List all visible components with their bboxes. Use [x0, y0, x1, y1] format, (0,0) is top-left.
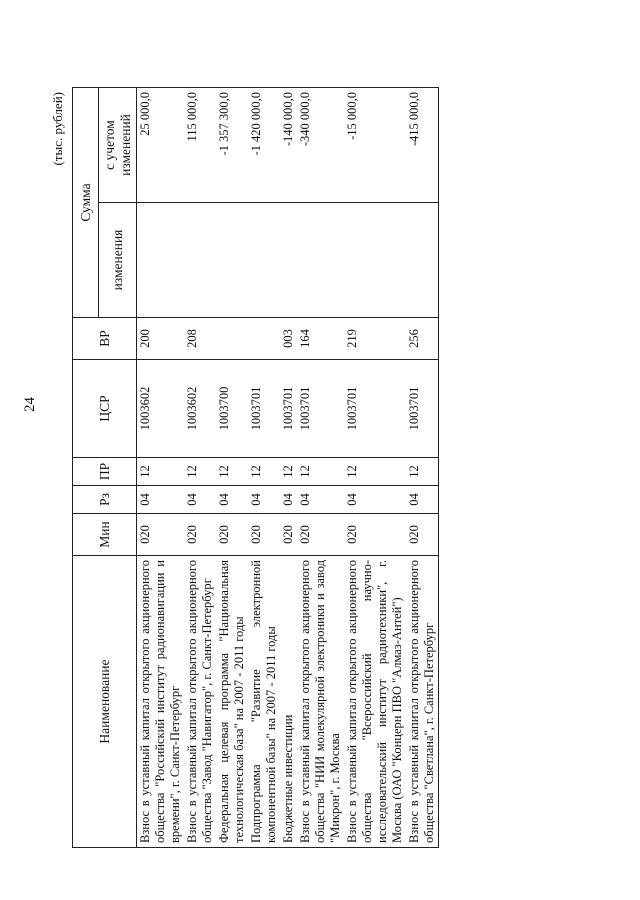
row-min: 020 — [216, 514, 248, 556]
row-changes — [280, 203, 297, 318]
row-total: -15 000,0 — [344, 87, 406, 202]
row-rz: 04 — [248, 486, 280, 514]
row-name: Взнос в уставный капитал открытого акционерного общества "НИИ молекулярной электроники и завод "Микрон", г. Москва — [297, 556, 344, 848]
row-name: Взнос в уставный капитал открытого акционерного общества "Светлана", г. Санкт-Петербург — [406, 556, 439, 848]
row-csr: 1003700 — [216, 360, 248, 458]
header-min: Мин — [73, 514, 137, 556]
row-rz: 04 — [280, 486, 297, 514]
row-vr: 164 — [297, 318, 344, 360]
row-min: 020 — [297, 514, 344, 556]
row-csr: 1003602 — [184, 360, 216, 458]
row-csr: 1003701 — [344, 360, 406, 458]
table-row — [406, 87, 439, 847]
row-rz: 04 — [406, 486, 439, 514]
row-vr: 219 — [344, 318, 406, 360]
row-changes — [248, 203, 280, 318]
header-sum: Сумма — [73, 87, 99, 317]
row-total: -340 000,0 — [297, 87, 344, 202]
row-vr — [248, 318, 280, 360]
row-min: 020 — [280, 514, 297, 556]
row-csr: 1003701 — [248, 360, 280, 458]
row-min: 020 — [344, 514, 406, 556]
row-rz: 04 — [344, 486, 406, 514]
row-changes — [216, 203, 248, 318]
row-pr: 12 — [184, 458, 216, 486]
row-vr: 208 — [184, 318, 216, 360]
row-rz: 04 — [297, 486, 344, 514]
row-pr: 12 — [406, 458, 439, 486]
row-changes — [297, 203, 344, 318]
row-min: 020 — [406, 514, 439, 556]
row-min: 020 — [184, 514, 216, 556]
row-name: Бюджетные инвестиции — [280, 556, 297, 848]
header-vr: ВР — [73, 318, 137, 360]
document-sheet — [50, 88, 592, 848]
row-vr: 256 — [406, 318, 439, 360]
row-total: -415 000,0 — [406, 87, 439, 202]
row-csr: 1003701 — [297, 360, 344, 458]
row-pr: 12 — [216, 458, 248, 486]
table-body — [137, 87, 439, 847]
row-total: -1 357 300,0 — [216, 87, 248, 202]
row-min: 020 — [248, 514, 280, 556]
header-name: Наименование — [73, 556, 137, 848]
row-pr: 12 — [344, 458, 406, 486]
header-pr: ПР — [73, 458, 137, 486]
row-changes — [406, 203, 439, 318]
table-row — [297, 87, 344, 847]
table-row — [184, 87, 216, 847]
table-header — [73, 87, 137, 847]
row-rz: 04 — [184, 486, 216, 514]
table-row — [216, 87, 248, 847]
row-csr: 1003701 — [406, 360, 439, 458]
row-changes — [184, 203, 216, 318]
row-rz: 04 — [137, 486, 185, 514]
row-changes — [137, 203, 185, 318]
row-total: 115 000,0 — [184, 87, 216, 202]
row-min: 020 — [137, 514, 185, 556]
table-row — [137, 87, 185, 847]
row-pr: 12 — [280, 458, 297, 486]
row-name: Взнос в уставный капитал открытого акционерного общества "Российский институт радионавигации и времени", г. Санкт-Петербург — [137, 556, 185, 848]
row-vr: 003 — [280, 318, 297, 360]
row-name: Федеральная целевая программа "Национальная технологическая база" на 2007 - 2011 годы — [216, 556, 248, 848]
table-row — [280, 87, 297, 847]
header-rz: Рз — [73, 486, 137, 514]
row-total: -140 000,0 — [280, 87, 297, 202]
header-csr: ЦСР — [73, 360, 137, 458]
row-csr: 1003701 — [280, 360, 297, 458]
budget-table — [72, 87, 439, 848]
row-total: -1 420 000,0 — [248, 87, 280, 202]
table-row — [344, 87, 406, 847]
row-pr: 12 — [137, 458, 185, 486]
header-with-changes: с учетом изменений — [99, 87, 137, 202]
row-vr: 200 — [137, 318, 185, 360]
row-name: Взнос в уставный капитал открытого акционерного общества "Завод "Навигатор", г. Санкт-Петербург — [184, 556, 216, 848]
row-rz: 04 — [216, 486, 248, 514]
row-vr — [216, 318, 248, 360]
page-number: 24 — [22, 397, 38, 412]
row-total: 25 000,0 — [137, 87, 185, 202]
row-changes — [344, 203, 406, 318]
row-name: Подпрограмма "Развитие электронной компонентной базы" на 2007 - 2011 годы — [248, 556, 280, 848]
units-label: (тыс. рублей) — [50, 92, 65, 166]
row-name: Взнос в уставный капитал открытого акционерного общества "Всероссийский научно-исследовательский институт радиотехники", г. Москва (ОАО "Концерн ПВО "Алмаз-Антей") — [344, 556, 406, 848]
row-pr: 12 — [248, 458, 280, 486]
table-row — [248, 87, 280, 847]
row-csr: 1003602 — [137, 360, 185, 458]
header-changes: изменения — [99, 203, 137, 318]
row-pr: 12 — [297, 458, 344, 486]
